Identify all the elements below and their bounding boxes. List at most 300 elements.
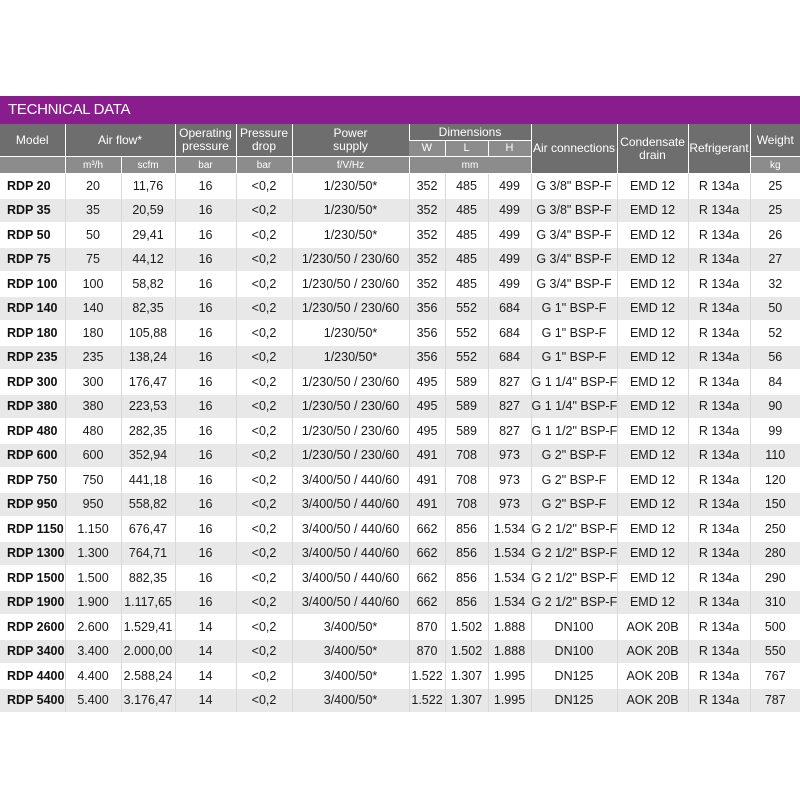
cell-air-flow-scfm: 2.000,00 bbox=[121, 639, 175, 664]
cell-air-flow-scfm: 1.529,41 bbox=[121, 615, 175, 640]
cell-pressure-drop: <0,2 bbox=[236, 639, 292, 664]
cell-power-supply: 1/230/50 / 230/60 bbox=[292, 370, 409, 395]
cell-model: RDP 1500 bbox=[0, 566, 65, 591]
cell-model: RDP 600 bbox=[0, 443, 65, 468]
cell-air-connections: G 1 1/4" BSP-F bbox=[531, 394, 617, 419]
cell-dim-l: 1.502 bbox=[445, 615, 488, 640]
table-row bbox=[0, 198, 800, 223]
cell-refrigerant: R 134a bbox=[688, 566, 750, 591]
cell-condensate-drain: EMD 12 bbox=[617, 541, 688, 566]
section-title: TECHNICAL DATA bbox=[0, 96, 800, 124]
cell-air-flow-m3h: 1.500 bbox=[65, 566, 121, 591]
cell-model: RDP 180 bbox=[0, 321, 65, 346]
cell-condensate-drain: EMD 12 bbox=[617, 370, 688, 395]
cell-dim-h: 1.534 bbox=[488, 517, 531, 542]
cell-air-flow-scfm: 882,35 bbox=[121, 566, 175, 591]
cell-operating-pressure: 14 bbox=[175, 688, 236, 712]
cell-dim-w: 352 bbox=[409, 272, 445, 297]
cell-weight: 32 bbox=[750, 272, 800, 297]
cell-dim-l: 856 bbox=[445, 517, 488, 542]
cell-power-supply: 1/230/50 / 230/60 bbox=[292, 247, 409, 272]
cell-air-connections: G 2 1/2" BSP-F bbox=[531, 517, 617, 542]
cell-power-supply: 1/230/50* bbox=[292, 345, 409, 370]
header-dimensions: Dimensions bbox=[409, 124, 531, 141]
cell-operating-pressure: 16 bbox=[175, 272, 236, 297]
header-weight: Weight bbox=[750, 124, 800, 157]
cell-dim-h: 827 bbox=[488, 370, 531, 395]
cell-air-flow-m3h: 1.900 bbox=[65, 590, 121, 615]
cell-air-connections: G 2" BSP-F bbox=[531, 492, 617, 517]
cell-air-flow-scfm: 58,82 bbox=[121, 272, 175, 297]
cell-dim-l: 485 bbox=[445, 272, 488, 297]
cell-air-flow-scfm: 2.588,24 bbox=[121, 664, 175, 689]
cell-air-flow-scfm: 176,47 bbox=[121, 370, 175, 395]
table-row bbox=[0, 688, 800, 712]
cell-weight: 27 bbox=[750, 247, 800, 272]
cell-dim-l: 485 bbox=[445, 223, 488, 248]
cell-dim-l: 485 bbox=[445, 174, 488, 199]
unit-air-flow-scfm: scfm bbox=[121, 157, 175, 174]
cell-power-supply: 1/230/50 / 230/60 bbox=[292, 272, 409, 297]
cell-dim-h: 499 bbox=[488, 272, 531, 297]
cell-refrigerant: R 134a bbox=[688, 688, 750, 712]
cell-model: RDP 750 bbox=[0, 468, 65, 493]
cell-dim-h: 827 bbox=[488, 419, 531, 444]
cell-weight: 500 bbox=[750, 615, 800, 640]
table-row bbox=[0, 443, 800, 468]
cell-power-supply: 1/230/50 / 230/60 bbox=[292, 443, 409, 468]
table-row bbox=[0, 345, 800, 370]
cell-weight: 290 bbox=[750, 566, 800, 591]
cell-refrigerant: R 134a bbox=[688, 517, 750, 542]
cell-air-flow-scfm: 3.176,47 bbox=[121, 688, 175, 712]
cell-dim-l: 552 bbox=[445, 345, 488, 370]
cell-air-flow-m3h: 2.600 bbox=[65, 615, 121, 640]
table-row bbox=[0, 419, 800, 444]
cell-weight: 250 bbox=[750, 517, 800, 542]
cell-pressure-drop: <0,2 bbox=[236, 394, 292, 419]
cell-air-flow-m3h: 50 bbox=[65, 223, 121, 248]
cell-dim-h: 684 bbox=[488, 321, 531, 346]
cell-model: RDP 100 bbox=[0, 272, 65, 297]
table-row bbox=[0, 370, 800, 395]
cell-dim-l: 589 bbox=[445, 394, 488, 419]
cell-condensate-drain: AOK 20B bbox=[617, 639, 688, 664]
cell-power-supply: 3/400/50 / 440/60 bbox=[292, 541, 409, 566]
cell-dim-h: 827 bbox=[488, 394, 531, 419]
cell-refrigerant: R 134a bbox=[688, 394, 750, 419]
cell-pressure-drop: <0,2 bbox=[236, 664, 292, 689]
table-row bbox=[0, 247, 800, 272]
cell-dim-h: 1.995 bbox=[488, 688, 531, 712]
cell-pressure-drop: <0,2 bbox=[236, 517, 292, 542]
cell-air-flow-m3h: 100 bbox=[65, 272, 121, 297]
table-row bbox=[0, 174, 800, 199]
cell-power-supply: 1/230/50 / 230/60 bbox=[292, 394, 409, 419]
cell-dim-w: 491 bbox=[409, 443, 445, 468]
cell-air-flow-scfm: 138,24 bbox=[121, 345, 175, 370]
cell-air-flow-scfm: 352,94 bbox=[121, 443, 175, 468]
cell-operating-pressure: 16 bbox=[175, 174, 236, 199]
header-pressure-drop-line1: Pressure bbox=[240, 126, 289, 140]
cell-power-supply: 1/230/50* bbox=[292, 174, 409, 199]
cell-dim-h: 684 bbox=[488, 296, 531, 321]
cell-dim-h: 499 bbox=[488, 174, 531, 199]
cell-dim-h: 1.534 bbox=[488, 590, 531, 615]
cell-refrigerant: R 134a bbox=[688, 615, 750, 640]
cell-air-flow-scfm: 29,41 bbox=[121, 223, 175, 248]
cell-model: RDP 1300 bbox=[0, 541, 65, 566]
cell-air-connections: DN100 bbox=[531, 615, 617, 640]
cell-condensate-drain: EMD 12 bbox=[617, 296, 688, 321]
table-row bbox=[0, 492, 800, 517]
cell-dim-w: 495 bbox=[409, 419, 445, 444]
cell-power-supply: 1/230/50* bbox=[292, 223, 409, 248]
cell-dim-w: 662 bbox=[409, 590, 445, 615]
cell-dim-l: 708 bbox=[445, 492, 488, 517]
cell-operating-pressure: 16 bbox=[175, 296, 236, 321]
table-row bbox=[0, 321, 800, 346]
cell-dim-w: 662 bbox=[409, 566, 445, 591]
cell-dim-l: 589 bbox=[445, 419, 488, 444]
cell-operating-pressure: 16 bbox=[175, 590, 236, 615]
cell-condensate-drain: EMD 12 bbox=[617, 419, 688, 444]
cell-pressure-drop: <0,2 bbox=[236, 247, 292, 272]
cell-refrigerant: R 134a bbox=[688, 664, 750, 689]
cell-power-supply: 3/400/50 / 440/60 bbox=[292, 590, 409, 615]
cell-dim-w: 491 bbox=[409, 468, 445, 493]
cell-dim-l: 485 bbox=[445, 247, 488, 272]
cell-refrigerant: R 134a bbox=[688, 174, 750, 199]
cell-dim-w: 1.522 bbox=[409, 664, 445, 689]
unit-blank bbox=[0, 157, 65, 174]
cell-air-flow-m3h: 180 bbox=[65, 321, 121, 346]
cell-power-supply: 3/400/50* bbox=[292, 639, 409, 664]
cell-condensate-drain: AOK 20B bbox=[617, 615, 688, 640]
cell-weight: 25 bbox=[750, 198, 800, 223]
cell-operating-pressure: 16 bbox=[175, 370, 236, 395]
cell-air-flow-scfm: 282,35 bbox=[121, 419, 175, 444]
cell-air-connections: G 1" BSP-F bbox=[531, 321, 617, 346]
cell-weight: 99 bbox=[750, 419, 800, 444]
table-row bbox=[0, 272, 800, 297]
cell-dim-w: 495 bbox=[409, 370, 445, 395]
cell-operating-pressure: 16 bbox=[175, 541, 236, 566]
cell-model: RDP 950 bbox=[0, 492, 65, 517]
cell-dim-l: 856 bbox=[445, 566, 488, 591]
table-row bbox=[0, 615, 800, 640]
cell-air-flow-m3h: 5.400 bbox=[65, 688, 121, 712]
cell-dim-l: 856 bbox=[445, 541, 488, 566]
cell-dim-w: 491 bbox=[409, 492, 445, 517]
header-pressure-drop-line2: drop bbox=[252, 139, 277, 153]
cell-model: RDP 480 bbox=[0, 419, 65, 444]
cell-refrigerant: R 134a bbox=[688, 639, 750, 664]
cell-refrigerant: R 134a bbox=[688, 223, 750, 248]
cell-refrigerant: R 134a bbox=[688, 321, 750, 346]
cell-operating-pressure: 16 bbox=[175, 345, 236, 370]
cell-air-flow-scfm: 764,71 bbox=[121, 541, 175, 566]
cell-refrigerant: R 134a bbox=[688, 419, 750, 444]
cell-air-flow-scfm: 1.117,65 bbox=[121, 590, 175, 615]
header-condensate-drain-line2: drain bbox=[639, 147, 666, 162]
cell-condensate-drain: AOK 20B bbox=[617, 688, 688, 712]
cell-power-supply: 1/230/50 / 230/60 bbox=[292, 296, 409, 321]
table-body bbox=[0, 174, 800, 713]
cell-power-supply: 3/400/50 / 440/60 bbox=[292, 468, 409, 493]
cell-condensate-drain: EMD 12 bbox=[617, 272, 688, 297]
cell-refrigerant: R 134a bbox=[688, 443, 750, 468]
cell-air-connections: G 1 1/4" BSP-F bbox=[531, 370, 617, 395]
cell-operating-pressure: 16 bbox=[175, 419, 236, 444]
cell-dim-h: 1.888 bbox=[488, 639, 531, 664]
cell-air-flow-m3h: 380 bbox=[65, 394, 121, 419]
cell-dim-h: 684 bbox=[488, 345, 531, 370]
cell-air-flow-m3h: 950 bbox=[65, 492, 121, 517]
cell-pressure-drop: <0,2 bbox=[236, 198, 292, 223]
cell-dim-w: 352 bbox=[409, 223, 445, 248]
cell-refrigerant: R 134a bbox=[688, 370, 750, 395]
cell-air-flow-m3h: 750 bbox=[65, 468, 121, 493]
table-row bbox=[0, 566, 800, 591]
cell-pressure-drop: <0,2 bbox=[236, 566, 292, 591]
header-condensate-drain-line1: Condensate bbox=[620, 134, 685, 149]
cell-dim-w: 1.522 bbox=[409, 688, 445, 712]
cell-weight: 280 bbox=[750, 541, 800, 566]
cell-dim-l: 485 bbox=[445, 198, 488, 223]
cell-air-flow-scfm: 11,76 bbox=[121, 174, 175, 199]
table-row bbox=[0, 394, 800, 419]
cell-model: RDP 140 bbox=[0, 296, 65, 321]
cell-dim-w: 870 bbox=[409, 639, 445, 664]
cell-operating-pressure: 16 bbox=[175, 492, 236, 517]
cell-air-flow-m3h: 140 bbox=[65, 296, 121, 321]
cell-operating-pressure: 16 bbox=[175, 198, 236, 223]
unit-pressure-drop: bar bbox=[236, 157, 292, 174]
table-row bbox=[0, 541, 800, 566]
cell-operating-pressure: 16 bbox=[175, 468, 236, 493]
cell-condensate-drain: EMD 12 bbox=[617, 247, 688, 272]
cell-weight: 56 bbox=[750, 345, 800, 370]
table-row bbox=[0, 664, 800, 689]
cell-dim-h: 499 bbox=[488, 247, 531, 272]
cell-weight: 50 bbox=[750, 296, 800, 321]
cell-power-supply: 1/230/50 / 230/60 bbox=[292, 419, 409, 444]
header-pressure-drop bbox=[236, 124, 292, 157]
cell-weight: 150 bbox=[750, 492, 800, 517]
cell-air-flow-scfm: 82,35 bbox=[121, 296, 175, 321]
cell-condensate-drain: EMD 12 bbox=[617, 174, 688, 199]
cell-refrigerant: R 134a bbox=[688, 468, 750, 493]
cell-model: RDP 5400 bbox=[0, 688, 65, 712]
cell-dim-h: 499 bbox=[488, 198, 531, 223]
cell-weight: 550 bbox=[750, 639, 800, 664]
cell-model: RDP 380 bbox=[0, 394, 65, 419]
header-operating-pressure-line2: pressure bbox=[182, 139, 229, 153]
cell-power-supply: 3/400/50 / 440/60 bbox=[292, 517, 409, 542]
cell-air-flow-m3h: 35 bbox=[65, 198, 121, 223]
table-row bbox=[0, 468, 800, 493]
cell-dim-h: 1.995 bbox=[488, 664, 531, 689]
cell-air-flow-scfm: 441,18 bbox=[121, 468, 175, 493]
header-refrigerant: Refrigerant bbox=[688, 124, 750, 174]
unit-dimensions: mm bbox=[409, 157, 531, 174]
cell-air-connections: G 1 1/2" BSP-F bbox=[531, 419, 617, 444]
cell-power-supply: 3/400/50 / 440/60 bbox=[292, 492, 409, 517]
cell-dim-w: 662 bbox=[409, 517, 445, 542]
cell-air-connections: G 1" BSP-F bbox=[531, 296, 617, 321]
cell-operating-pressure: 16 bbox=[175, 223, 236, 248]
header-dim-w: W bbox=[409, 141, 445, 157]
cell-weight: 84 bbox=[750, 370, 800, 395]
cell-air-flow-m3h: 3.400 bbox=[65, 639, 121, 664]
cell-air-flow-m3h: 20 bbox=[65, 174, 121, 199]
cell-dim-l: 856 bbox=[445, 590, 488, 615]
cell-pressure-drop: <0,2 bbox=[236, 345, 292, 370]
header-dim-h: H bbox=[488, 141, 531, 157]
header-operating-pressure-line1: Operating bbox=[179, 126, 232, 140]
cell-dim-w: 495 bbox=[409, 394, 445, 419]
table-row bbox=[0, 590, 800, 615]
cell-air-flow-m3h: 1.150 bbox=[65, 517, 121, 542]
cell-air-connections: DN125 bbox=[531, 664, 617, 689]
cell-dim-l: 1.307 bbox=[445, 664, 488, 689]
table-row bbox=[0, 639, 800, 664]
cell-weight: 90 bbox=[750, 394, 800, 419]
cell-model: RDP 4400 bbox=[0, 664, 65, 689]
table-row bbox=[0, 296, 800, 321]
cell-air-flow-scfm: 676,47 bbox=[121, 517, 175, 542]
cell-weight: 767 bbox=[750, 664, 800, 689]
cell-dim-w: 352 bbox=[409, 247, 445, 272]
cell-refrigerant: R 134a bbox=[688, 272, 750, 297]
cell-operating-pressure: 14 bbox=[175, 615, 236, 640]
cell-air-connections: G 1" BSP-F bbox=[531, 345, 617, 370]
header-power-supply-line1: Power bbox=[333, 126, 368, 140]
cell-dim-l: 1.307 bbox=[445, 688, 488, 712]
cell-weight: 52 bbox=[750, 321, 800, 346]
cell-condensate-drain: EMD 12 bbox=[617, 443, 688, 468]
cell-dim-w: 662 bbox=[409, 541, 445, 566]
cell-condensate-drain: EMD 12 bbox=[617, 198, 688, 223]
cell-condensate-drain: EMD 12 bbox=[617, 223, 688, 248]
cell-weight: 25 bbox=[750, 174, 800, 199]
cell-refrigerant: R 134a bbox=[688, 296, 750, 321]
cell-model: RDP 2600 bbox=[0, 615, 65, 640]
cell-air-connections: DN100 bbox=[531, 639, 617, 664]
cell-air-flow-scfm: 558,82 bbox=[121, 492, 175, 517]
cell-air-connections: G 3/4" BSP-F bbox=[531, 223, 617, 248]
cell-pressure-drop: <0,2 bbox=[236, 688, 292, 712]
cell-air-flow-m3h: 235 bbox=[65, 345, 121, 370]
cell-air-connections: G 3/4" BSP-F bbox=[531, 247, 617, 272]
cell-model: RDP 35 bbox=[0, 198, 65, 223]
cell-refrigerant: R 134a bbox=[688, 247, 750, 272]
cell-condensate-drain: EMD 12 bbox=[617, 566, 688, 591]
cell-dim-w: 352 bbox=[409, 198, 445, 223]
cell-dim-l: 552 bbox=[445, 296, 488, 321]
cell-operating-pressure: 14 bbox=[175, 664, 236, 689]
cell-model: RDP 75 bbox=[0, 247, 65, 272]
cell-pressure-drop: <0,2 bbox=[236, 370, 292, 395]
cell-dim-w: 356 bbox=[409, 321, 445, 346]
header-condensate-drain bbox=[617, 124, 688, 174]
cell-condensate-drain: EMD 12 bbox=[617, 492, 688, 517]
cell-model: RDP 3400 bbox=[0, 639, 65, 664]
header-air-connections: Air connections bbox=[531, 124, 617, 174]
cell-air-connections: DN125 bbox=[531, 688, 617, 712]
cell-dim-w: 870 bbox=[409, 615, 445, 640]
cell-condensate-drain: EMD 12 bbox=[617, 517, 688, 542]
cell-power-supply: 3/400/50* bbox=[292, 664, 409, 689]
header-operating-pressure bbox=[175, 124, 236, 157]
cell-dim-l: 589 bbox=[445, 370, 488, 395]
cell-air-flow-m3h: 75 bbox=[65, 247, 121, 272]
cell-dim-h: 499 bbox=[488, 223, 531, 248]
cell-dim-h: 1.534 bbox=[488, 566, 531, 591]
cell-model: RDP 50 bbox=[0, 223, 65, 248]
cell-refrigerant: R 134a bbox=[688, 345, 750, 370]
cell-air-connections: G 3/8" BSP-F bbox=[531, 174, 617, 199]
cell-operating-pressure: 16 bbox=[175, 247, 236, 272]
cell-dim-h: 973 bbox=[488, 492, 531, 517]
cell-pressure-drop: <0,2 bbox=[236, 419, 292, 444]
cell-pressure-drop: <0,2 bbox=[236, 590, 292, 615]
cell-power-supply: 1/230/50* bbox=[292, 321, 409, 346]
header-power-supply-line2: supply bbox=[333, 139, 368, 153]
cell-power-supply: 3/400/50* bbox=[292, 615, 409, 640]
cell-air-flow-scfm: 105,88 bbox=[121, 321, 175, 346]
cell-air-connections: G 2 1/2" BSP-F bbox=[531, 590, 617, 615]
unit-weight: kg bbox=[750, 157, 800, 174]
cell-model: RDP 1150 bbox=[0, 517, 65, 542]
table-header bbox=[0, 124, 800, 174]
cell-air-flow-m3h: 4.400 bbox=[65, 664, 121, 689]
cell-condensate-drain: EMD 12 bbox=[617, 321, 688, 346]
header-power-supply bbox=[292, 124, 409, 157]
cell-dim-w: 352 bbox=[409, 174, 445, 199]
table-row bbox=[0, 223, 800, 248]
cell-refrigerant: R 134a bbox=[688, 198, 750, 223]
header-model: Model bbox=[0, 124, 65, 157]
cell-model: RDP 235 bbox=[0, 345, 65, 370]
cell-weight: 110 bbox=[750, 443, 800, 468]
cell-weight: 120 bbox=[750, 468, 800, 493]
cell-operating-pressure: 16 bbox=[175, 443, 236, 468]
table-row bbox=[0, 517, 800, 542]
cell-weight: 26 bbox=[750, 223, 800, 248]
cell-weight: 787 bbox=[750, 688, 800, 712]
cell-operating-pressure: 16 bbox=[175, 321, 236, 346]
cell-pressure-drop: <0,2 bbox=[236, 468, 292, 493]
unit-power-supply: f/V/Hz bbox=[292, 157, 409, 174]
cell-pressure-drop: <0,2 bbox=[236, 223, 292, 248]
cell-air-flow-m3h: 600 bbox=[65, 443, 121, 468]
cell-air-flow-scfm: 20,59 bbox=[121, 198, 175, 223]
cell-condensate-drain: AOK 20B bbox=[617, 664, 688, 689]
cell-dim-w: 356 bbox=[409, 345, 445, 370]
cell-refrigerant: R 134a bbox=[688, 492, 750, 517]
cell-air-flow-scfm: 44,12 bbox=[121, 247, 175, 272]
cell-condensate-drain: EMD 12 bbox=[617, 394, 688, 419]
cell-model: RDP 20 bbox=[0, 174, 65, 199]
header-air-flow: Air flow* bbox=[65, 124, 175, 157]
cell-pressure-drop: <0,2 bbox=[236, 174, 292, 199]
cell-dim-h: 1.534 bbox=[488, 541, 531, 566]
cell-dim-h: 973 bbox=[488, 468, 531, 493]
cell-pressure-drop: <0,2 bbox=[236, 321, 292, 346]
cell-operating-pressure: 16 bbox=[175, 517, 236, 542]
